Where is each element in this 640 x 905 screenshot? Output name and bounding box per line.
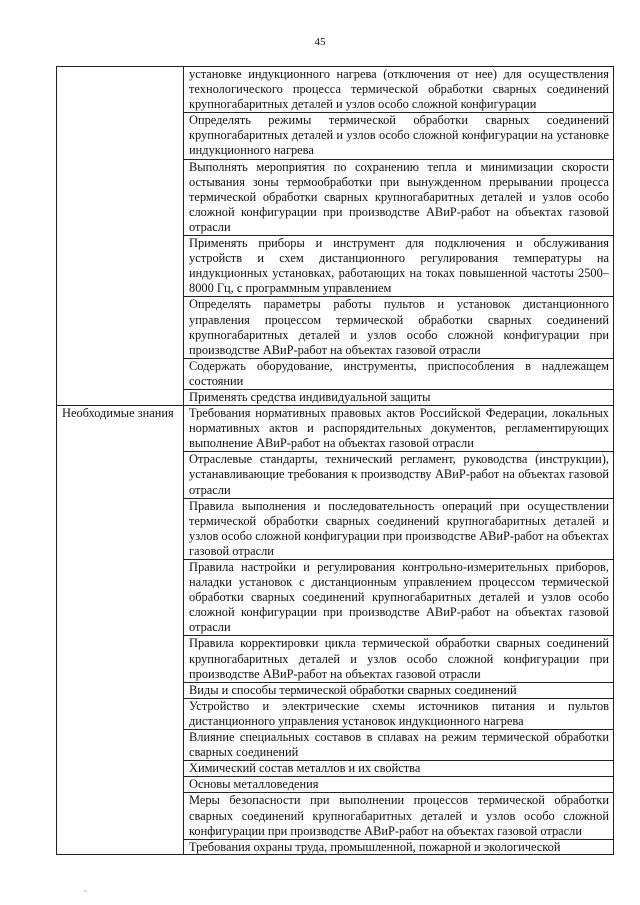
knowledge-item: Правила настройки и регулирования контрольно-измерительных приборов, наладки установок с дистанционным управлением процессом термической обработки сварных соединений крупногабаритных деталей и узлов особо сложной конфигурации при производстве АВиР-работ на объектах газовой отрасли bbox=[184, 560, 614, 636]
knowledge-item: Отраслевые стандарты, технический регламент, руководства (инструкции), устанавливающие требования к производству АВиР-работ на объектах газовой отрасли bbox=[184, 452, 614, 498]
knowledge-item-truncated-text: Требования охраны труда, промышленной, пожарной и экологической bbox=[189, 839, 561, 854]
skill-item: Определять режимы термической обработки сварных соединений крупногабаритных деталей и узлов особо сложной конфигурации на установке индукционного нагрева bbox=[184, 113, 614, 159]
knowledge-item: Виды и способы термической обработки сварных соединений bbox=[184, 682, 614, 698]
page-number: 45 bbox=[314, 36, 326, 48]
skills-label-cell bbox=[57, 67, 184, 406]
knowledge-item: Химический состав металлов и их свойства bbox=[184, 761, 614, 777]
knowledge-item: Основы металловедения bbox=[184, 777, 614, 793]
knowledge-item: Правила выполнения и последовательность операций при осуществлении термической обработки сварных соединений крупногабаритных деталей и узлов особо сложной конфигурации при производстве АВиР-работ на объектах газовой отрасли bbox=[184, 498, 614, 559]
knowledge-item: Правила корректировки цикла термической обработки сварных соединений крупногабаритных деталей и узлов особо сложной конфигурации при производстве АВиР-работ на объектах газовой отрасли bbox=[184, 636, 614, 682]
knowledge-item: Устройство и электрические схемы источников питания и пультов дистанционного управления установок индукционного нагрева bbox=[184, 698, 614, 729]
knowledge-item-truncated bbox=[184, 839, 614, 854]
skill-item: Применять средства индивидуальной защиты bbox=[184, 389, 614, 405]
table-row bbox=[57, 406, 614, 452]
knowledge-item: Меры безопасности при выполнении процессов термической обработки сварных соединений крупногабаритных деталей и узлов особо сложной конфигурации при производстве АВиР-работ на объектах газовой отрасли bbox=[184, 793, 614, 839]
knowledge-label: Необходимые знания bbox=[57, 406, 184, 855]
footer-mark: ~ bbox=[84, 889, 88, 895]
skill-item: Содержать оборудование, инструменты, приспособления в надлежащем состоянии bbox=[184, 358, 614, 389]
table-row bbox=[57, 67, 614, 113]
knowledge-item: Влияние специальных составов в сплавах на режим термической обработки сварных соединений bbox=[184, 730, 614, 761]
skill-item: Выполнять мероприятия по сохранению тепла и минимизации скорости остывания зоны термообработки при вынужденном прерывании процесса термической обработки сварных крупногабаритных деталей и узлов особо сложной конфигурации при производстве АВиР-работ на объектах газовой отрасли bbox=[184, 159, 614, 235]
competency-table bbox=[56, 66, 614, 855]
skill-item: Определять параметры работы пультов и установок дистанционного управления процессом термической обработки сварных соединений крупногабаритных деталей и узлов особо сложной конфигурации при производстве АВиР-работ на объектах газовой отрасли bbox=[184, 297, 614, 358]
skill-item: установке индукционного нагрева (отключения от нее) для осуществления технологического процесса термической обработки сварных соединений крупногабаритных деталей и узлов особо сложной конфигурации bbox=[184, 67, 614, 113]
knowledge-item: Требования нормативных правовых актов Российской Федерации, локальных нормативных актов и распорядительных документов, регламентирующих выполнение АВиР-работ на объектах газовой отрасли bbox=[184, 406, 614, 452]
skill-item: Применять приборы и инструмент для подключения и обслуживания устройств и схем дистанционного регулирования температуры на индукционных установках, работающих на токах повышенной частоты 2500–8000 Гц, с программным управлением bbox=[184, 236, 614, 297]
